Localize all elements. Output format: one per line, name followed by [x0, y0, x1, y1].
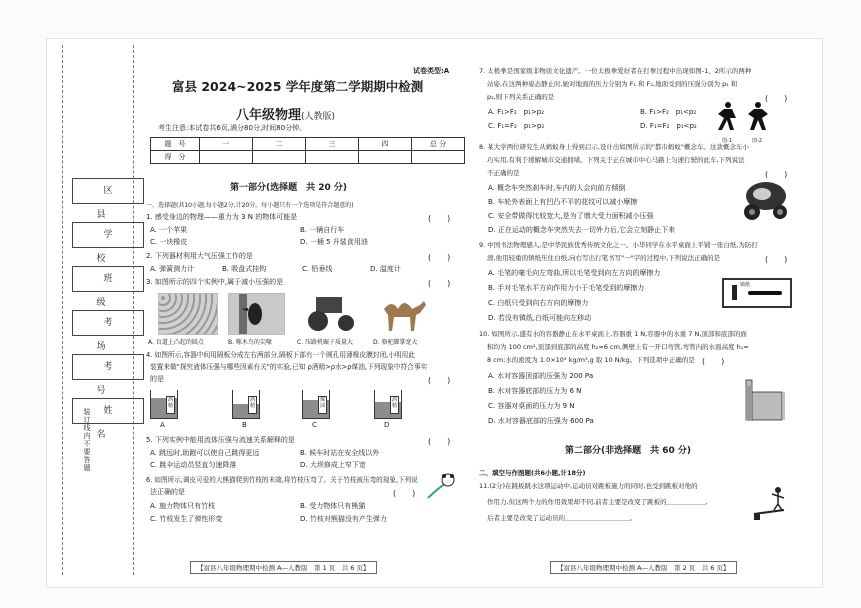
q10-option-c: C. 容器对桌面的压力为 9 N	[488, 402, 575, 410]
q9-option-c: C. 白纸只受到向右方向的摩擦力	[488, 299, 589, 307]
score-table-score-row	[151, 151, 465, 164]
q8-line3: 不正确的是	[487, 169, 520, 177]
q3-option-b: B. 啄木鸟的尖喙	[228, 339, 272, 346]
q11-line3: 后者主要是改变了运动员的＿＿＿＿＿＿＿＿＿＿。	[487, 514, 637, 522]
woodpecker-icon	[229, 294, 284, 334]
seal-line-notice: 装订线内不要答题	[83, 408, 91, 472]
score-cell[interactable]	[412, 151, 465, 164]
info-field-exam-room[interactable]: 考 场	[72, 310, 144, 336]
q4-stem-line2: 装置来做"探究液体压强与哪些因素有关"的实验,已知 ρ酒精>ρ水>ρ煤油,下列现象中符合事实	[150, 363, 428, 371]
paperweight	[732, 285, 737, 300]
footer-left: 【富县八年级物理期中检测 A—人教版 第 1 页 共 6 页】	[190, 561, 377, 574]
q4-label-c: C	[312, 421, 317, 429]
brush-stroke	[748, 291, 782, 295]
q10-option-a: A. 水对容器顶部的压强为 200 Pa	[488, 372, 594, 380]
q1-option-c: C. 一块橡皮	[150, 238, 188, 246]
q8-line2: 巧实用,有利于缓解城市交通拥堵。下列关于正在城市中心马路上匀速行驶的此车,下列说法	[487, 156, 745, 164]
q9-option-d: D. 若没有镇纸,白纸可能向左移动	[488, 314, 592, 322]
q6-option-c: C. 竹枝发生了弹性形变	[150, 515, 223, 523]
taichi-figure-icon	[716, 100, 776, 136]
liquid-label: 酒精	[166, 396, 175, 414]
score-header-cell: 四	[359, 138, 412, 151]
q4-label-b: B	[242, 421, 247, 429]
container-b	[232, 390, 260, 419]
tactile-paving-image	[158, 293, 218, 335]
container-c	[302, 390, 330, 419]
q4-stem-line3: 的是	[150, 375, 164, 383]
info-field-exam-number[interactable]: 考 号	[72, 354, 144, 380]
q8-option-d: D. 正在运动的概念车突然失去一切外力后,它会立刻静止下来	[488, 226, 676, 234]
info-field-region[interactable]: 区 县	[72, 178, 144, 204]
container-d	[374, 390, 402, 419]
q2-option-a: A. 弹簧测力计	[150, 265, 195, 273]
score-table-header-row	[151, 138, 465, 151]
q1-option-d: D. 一桶 5 升装食用油	[300, 238, 368, 246]
q4-answer-slot[interactable]: ( )	[428, 376, 451, 385]
calligraphy-figure	[722, 278, 792, 308]
subtitle-subject: 八年级物理	[236, 108, 302, 123]
paper-type: 试卷类型:A	[413, 67, 450, 75]
q11-line2: 作用力,但这两个力的作用效果却不同,前者主要是改变了跳板的＿＿＿＿＿＿,	[487, 498, 708, 506]
q7-line3: p₂,则下列关系正确的是	[487, 93, 555, 101]
woodpecker-image	[228, 293, 285, 335]
exam-subtitle	[236, 104, 335, 123]
subtitle-edition: (人教版)	[301, 112, 336, 122]
q2-option-b: B. 吸盘式挂钩	[222, 265, 267, 273]
paperweight-label: 镇纸	[740, 282, 751, 288]
part1-heading: 第一部分(选择题 共 20 分)	[230, 183, 348, 193]
q9-line1: 9. 中国书法物理感人,是中华民族优秀传统文化之一。小华同学在水平桌面上平铺一张白纸,为防打	[479, 241, 758, 249]
q9-option-b: B. 手对毛笔水平方向作用力小于毛笔受到的摩擦力	[488, 284, 645, 292]
score-cell[interactable]	[359, 151, 412, 164]
q8-line1: 8. 某大学两位研究生从蚂蚁身上得到启示,设计出如图所示的"都市蚂蚁"概念车。这款概念车小	[479, 143, 749, 151]
q3-answer-slot[interactable]: ( )	[428, 279, 451, 288]
liquid-label: 酒精	[248, 396, 257, 414]
road-roller-image	[302, 293, 360, 333]
exam-title: 富县 2024~2025 学年度第二学期期中检测	[172, 79, 424, 94]
q6-answer-slot[interactable]: ( )	[393, 489, 416, 498]
score-cell[interactable]	[306, 151, 359, 164]
q1-option-b: B. 一辆自行车	[300, 226, 345, 234]
section1-heading: 一、选择题(共10小题,每小题2分,计20分。每小题只有一个选项是符合题意的)	[146, 202, 354, 209]
diving-board-icon	[752, 484, 788, 520]
q2-stem: 2. 下列器材利用大气压强工作的是	[146, 252, 253, 260]
q1-stem: 1. 感受身边的物理——重力为 3 N 的物体可能是	[146, 213, 298, 221]
q3-stem: 3. 如图所示的四个实例中,属于减小压强的是	[146, 278, 284, 286]
score-row-label: 得 分	[151, 151, 200, 164]
q8-option-c: C. 安全带做得比较宽大,是为了增大受力面积减小压强	[488, 212, 654, 220]
part2-heading: 第二部分(非选择题 共 60 分)	[565, 446, 692, 456]
score-header-cell: 二	[253, 138, 306, 151]
q7-fig-label-2: 图-2	[752, 138, 762, 144]
score-cell[interactable]	[253, 151, 306, 164]
panda-icon	[426, 470, 456, 500]
q7-option-b: B. F₁>F₂ p₁<p₂	[640, 108, 697, 116]
q4-label-d: D	[384, 421, 390, 429]
exam-notice: 考生注意:本试卷共6页,满分80分,时间80分钟。	[158, 124, 307, 132]
footer-right: 【富县八年级物理期中检测 A—人教版 第 2 页 共 6 页】	[550, 561, 737, 574]
q5-option-a: A. 跳远时,助跑可以使自己跳得更远	[150, 449, 260, 457]
info-field-class[interactable]: 班 级	[72, 266, 144, 292]
info-field-name[interactable]: 姓 名	[72, 398, 144, 424]
q7-option-a: A. F₁>F₂ p₁>p₂	[488, 108, 545, 116]
q8-option-b: B. 车轮外表面上有凹凸不平的花纹可以减小摩擦	[488, 198, 638, 206]
q7-answer-slot[interactable]: ( )	[765, 94, 788, 103]
score-cell[interactable]	[200, 151, 253, 164]
q7-option-d: D. F₁=F₂ p₁<p₂	[640, 122, 697, 130]
q3-option-d: D. 骆驼脚掌宽大	[373, 339, 418, 346]
q11-line1: 11.(2分)在跳板跳水这项运动中,运动员对跳板施力的同时,也受到跳板对他的	[479, 482, 698, 490]
q6-stem-line1: 6. 如图所示,调皮可爱的大熊猫爬到竹枝的末端,将竹枝压弯了。关于竹枝被压弯的现象,下列说	[146, 476, 418, 484]
info-field-school[interactable]: 学 校	[72, 222, 144, 248]
ant-car-icon	[738, 178, 790, 224]
q5-stem: 5. 下列实例中能用流体压强与流速关系解释的是	[146, 436, 295, 444]
q4-label-a: A	[160, 421, 165, 429]
section2-heading: 二、填空与作图题(共6小题,计18分)	[479, 469, 586, 477]
q6-stem-line2: 法正确的是	[150, 488, 185, 496]
q3-option-c: C. 压路机碾子质量大	[297, 339, 354, 346]
q2-option-d: D. 温度计	[370, 265, 401, 273]
q7-fig-label-1: 图-1	[722, 138, 732, 144]
score-header-cell: 总 分	[412, 138, 465, 151]
q10-option-d: D. 水对容器底部的压强为 600 Pa	[488, 417, 594, 425]
camel-image	[376, 293, 432, 333]
q10-line1: 10. 如图所示,盛有水的容器静止在水平桌面上,容器重 1 N,容器中的水重 7 N,顶部和底部的面	[479, 330, 747, 338]
q8-option-a: A. 概念车突然刹车时,车内的人会向前方倾倒	[488, 184, 626, 192]
q7-option-c: C. F₁=F₂ p₁>p₂	[488, 122, 545, 130]
liquid-label: 煤油	[318, 396, 327, 414]
q1-answer-slot[interactable]: ( )	[428, 214, 451, 223]
q6-option-d: D. 竹枝对熊猫没有产生弹力	[300, 515, 387, 523]
road-roller-icon	[302, 293, 360, 333]
q6-option-b: B. 受力物体只有熊猫	[300, 502, 366, 510]
q8-answer-slot[interactable]: ( )	[765, 170, 788, 179]
q9-line2: 滑,他用较重的镇纸压住白纸,向右写出行笔书写"一"字的过程中,下列说法正确的是	[487, 254, 721, 262]
liquid-label: 酒精	[390, 396, 399, 414]
score-header-cell: 题 号	[151, 138, 200, 151]
q7-line2: 站姿,在这两种姿态静止时,她对地面的压力分别为 F₁ 和 F₂,地面受到的压强分别为 p₁ 和	[487, 80, 738, 88]
score-table	[150, 137, 465, 164]
score-header-cell: 一	[200, 138, 253, 151]
container-with-pipe-icon	[738, 376, 788, 424]
q5-option-b: B. 候车时站在安全线以外	[300, 449, 380, 457]
q9-option-a: A. 毛笔的毫毛向左弯曲,所以毛笔受到向左方向的摩擦力	[488, 269, 661, 277]
q3-option-a: A. 盲道上凸起的圆点	[148, 339, 204, 346]
seal-line-outer	[62, 45, 63, 575]
q10-option-b: B. 水对容器底部的压力为 6 N	[488, 387, 582, 395]
q10-answer-slot[interactable]: ( )	[702, 357, 725, 366]
q4-stem-line1: 4. 如图所示,容器中间用隔板分成左右两部分,隔板下部有一个圆孔用薄橡皮膜封闭,小明用此	[146, 351, 416, 359]
container-a	[150, 390, 178, 419]
camel-icon	[376, 293, 432, 333]
q9-answer-slot[interactable]: ( )	[765, 255, 788, 264]
q2-option-c: C. 铅垂线	[302, 265, 333, 273]
q6-option-a: A. 施力物体只有竹枝	[150, 502, 216, 510]
q1-option-a: A. 一个苹果	[150, 226, 188, 234]
q5-answer-slot[interactable]: ( )	[428, 437, 451, 446]
q10-line2: 积均为 100 cm²,顶部到底部的高度 h₂=6 cm,侧壁上有一开口弯管,弯管内的水面高度 h₁=	[487, 343, 749, 351]
q2-answer-slot[interactable]: ( )	[428, 253, 451, 262]
q5-option-c: C. 跳伞运动员竖直匀速降落	[150, 461, 237, 469]
q5-option-d: D. 大坝修成上窄下宽	[300, 461, 366, 469]
q10-line3: 8 cm;水的密度为 1.0×10³ kg/m³,g 取 10 N/kg。下列选项中正确的是	[487, 356, 695, 364]
q7-line1: 7. 太极拳是国家级非物质文化遗产。一位太极拳爱好者在打拳过程中出现如图-1、2所示的两种	[479, 67, 752, 75]
score-header-cell: 三	[306, 138, 359, 151]
